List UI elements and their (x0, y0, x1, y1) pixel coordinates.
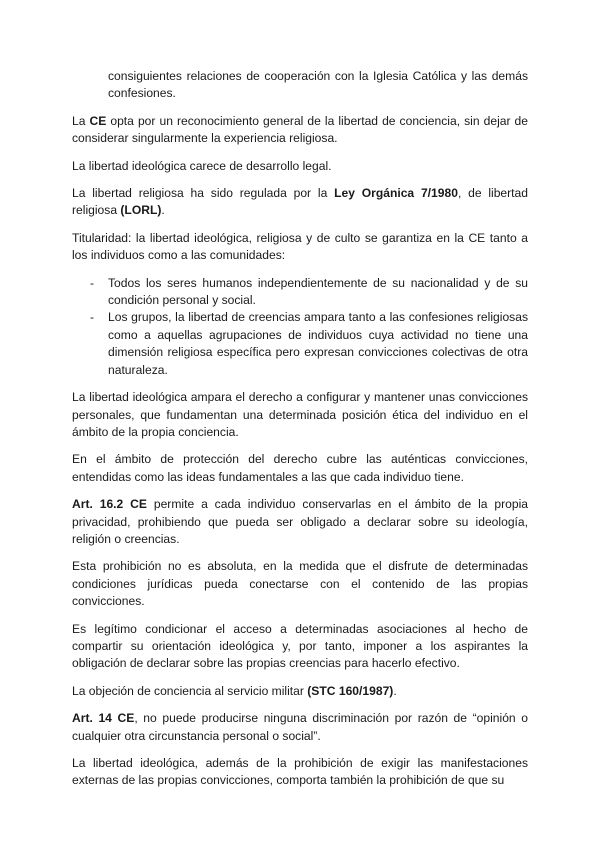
list-item (72, 309, 528, 379)
paragraph-ademas: La libertad ideológica, además de la prohibición de exigir las manifestaciones externas de las propias convicciones, comporta también la prohibición de que su (72, 756, 528, 788)
paragraph-ambito-proteccion: En el ámbito de protección del derecho cubre las auténticas convicciones, entendidas como las ideas fundamentales a las que cada individuo tiene. (72, 452, 528, 484)
paragraph-ampara-derecho: La libertad ideológica ampara el derecho a configurar y mantener unas convicciones personales, que fundamentan una determinada posición ética del individuo en el ámbito de la propia conciencia. (72, 390, 528, 439)
list-item-text: Los grupos, la libertad de creencias ampara tanto a las confesiones religiosas como a aquellas agrupaciones de individuos cuya actividad no tiene una dimensión religiosa específica pero expresan convicciones colectivas de otra naturaleza. (108, 310, 528, 377)
text-run: , no puede producirse ninguna discriminación por razón de “opinión o cualquier otra circunstancia personal o social”. (72, 711, 529, 743)
paragraph-art-16-2 (72, 496, 528, 548)
paragraph-continuation: consiguientes relaciones de cooperación con la Iglesia Católica y las demás confesiones. (108, 69, 528, 101)
paragraph-legitimo: Es legítimo condicionar el acceso a determinadas asociaciones al hecho de compartir su orientación ideológica y, por tanto, imponer a los aspirantes la obligación de declarar sobre las propias creencias para hacerlo efectivo. (72, 621, 528, 671)
text-run: permite a cada individuo conservarlas en el ámbito de la propia privacidad, prohibiendo que pueda ser obligado a declarar sobre su ideología, religión o creencias. (72, 497, 528, 546)
text-run: La (72, 113, 90, 128)
list-item-text: Todos los seres humanos independientemente de su nacionalidad y de su condición personal y social. (108, 275, 528, 308)
dash-marker: - (90, 275, 95, 290)
bold-stc: (STC 160/1987) (307, 683, 394, 698)
paragraph-art-14 (72, 710, 528, 745)
paragraph-titularidad: Titularidad: la libertad ideológica, religiosa y de culto se garantiza en la CE tanto a los individuos como a las comunidades: (72, 230, 528, 263)
bold-ce: CE (89, 113, 107, 128)
text-run: La objeción de conciencia al servicio militar (72, 683, 308, 698)
text-run: , de libertad religiosa (72, 186, 528, 218)
text-run: La libertad religiosa ha sido regulada por la (72, 186, 335, 201)
text-run: . (393, 683, 397, 698)
paragraph-libertad-ideologica: La libertad ideológica carece de desarrollo legal. (72, 158, 332, 173)
bold-art-14: Art. 14 CE (72, 711, 135, 726)
paragraph-objecion (72, 683, 528, 700)
bold-lorl: (LORL) (120, 203, 162, 218)
text-run: . (161, 203, 165, 218)
bold-art-16-2: Art. 16.2 CE (72, 497, 147, 512)
titularidad-list (72, 275, 528, 379)
dash-marker: - (90, 310, 95, 325)
list-item (72, 275, 528, 310)
bold-ley-organica: Ley Orgánica 7/1980 (334, 186, 458, 201)
paragraph-ce-reconocimiento (72, 113, 528, 148)
paragraph-prohibicion: Esta prohibición no es absoluta, en la medida que el disfrute de determinadas condiciones jurídicas pueda conectarse con el contenido de las propias convicciones. (72, 559, 528, 609)
text-run: opta por un reconocimiento general de la libertad de conciencia, sin dejar de considerar singularmente la experiencia religiosa. (72, 113, 529, 146)
paragraph-ley-organica (72, 185, 528, 220)
